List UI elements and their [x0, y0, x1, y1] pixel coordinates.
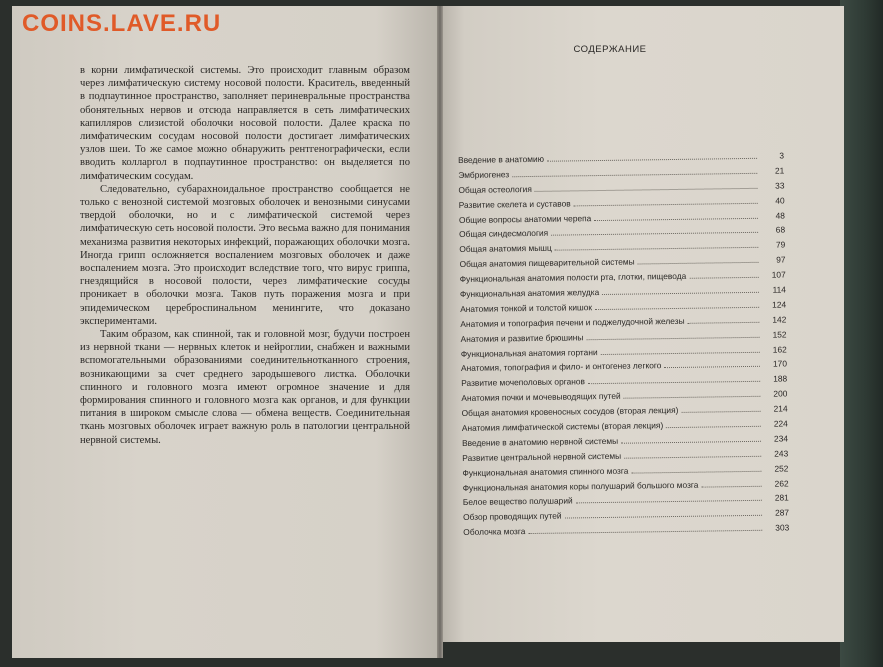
toc-item-title: Анатомия, топография и фило- и онтогенез легкого — [460, 360, 662, 374]
toc-leader-dots — [624, 450, 761, 459]
toc-item-title: Анатомия почки и мочевыводящих путей — [461, 391, 621, 404]
toc-leader-dots — [564, 509, 762, 519]
toc-item-title: Функциональная анатомия полости рта, глотки, пищевода — [459, 270, 687, 285]
toc-leader-dots — [595, 301, 759, 310]
toc-item-page: 142 — [772, 314, 787, 325]
toc-item-title: Функциональная анатомия желудка — [459, 287, 600, 300]
toc-item-page: 152 — [772, 329, 787, 340]
toc-item-title: Анатомия и развитие брюшины — [460, 331, 584, 344]
toc-item-page: 281 — [774, 492, 789, 504]
paragraph: Таким образом, как спинной, так и головной мозг, будучи построен из нервной ткани — нервных клеток и нейроглии, снабжен и важными вспомогательными образованиями соединительнотканного строения, возникающими за счет среднего зародышевого листка. Оболочки спинного и головного мозга имеют огромное значение и для формирования спинного и головного мозга как органов, и для функции питания в широком смысле слова — обмена веществ. Соединительная ткань мозговых оболочек играет важную роль в патологии центральной нервной системы. — [80, 329, 410, 446]
toc-item-title: Введение в анатомию — [458, 153, 545, 165]
toc-leader-dots — [528, 524, 762, 534]
toc-leader-dots — [586, 330, 759, 339]
toc-item-title: Белое вещество полушарий — [462, 495, 573, 508]
toc-item-title: Оболочка мозга — [463, 526, 526, 538]
toc-item-page: 243 — [774, 448, 789, 459]
toc-item-title: Функциональная анатомия гортани — [460, 346, 598, 359]
toc-leader-dots — [576, 494, 762, 504]
toc-item-title: Развитие скелета и суставов — [458, 198, 571, 210]
toc-item-page: 79 — [775, 239, 786, 250]
toc-item-page: 252 — [774, 463, 789, 474]
toc-leader-dots — [535, 182, 758, 192]
book-gutter — [437, 6, 443, 658]
toc-leader-dots — [602, 286, 759, 295]
toc-item-title: Общая анатомия кровеносных сосудов (вторая лекция) — [461, 405, 679, 419]
toc-item-page: 162 — [772, 344, 787, 355]
toc-item-title: Анатомия лимфатической системы (вторая лекция) — [461, 420, 664, 434]
toc-leader-dots — [638, 256, 759, 265]
paragraph: в корни лимфатической системы. Это происходит главным образом через лимфатическую систему носовой полости. Краситель, введенный в подпаутинное пространство, заполняет периневральные пространства обонятельных нервов и отсюда направляется в сеть лимфатических капилляров слизистой оболочки носовой полости. Далее краска по лимфатическим сосудам носовой полости достигает лимфатических узлов шеи. То же самое можно обнаружить рентгенографически, если вводить колларгол в подпаутинное пространство: он выделяется по лимфатическим сосудам. — [80, 65, 410, 182]
toc-leader-dots — [689, 271, 759, 279]
toc-item-title: Анатомия тонкой и толстой кишок — [460, 302, 593, 314]
toc-item-page: 234 — [773, 433, 789, 444]
toc-item-page: 97 — [776, 254, 786, 265]
toc-leader-dots — [547, 152, 757, 162]
toc-item-title: Общая остеология — [458, 183, 532, 195]
toc-leader-dots — [688, 316, 760, 324]
toc-item-page: 40 — [775, 195, 785, 206]
toc-item-title: Обзор проводящих путей — [462, 510, 562, 523]
toc-heading: СОДЕРЖАНИЕ — [573, 44, 647, 55]
toc-item-title: Анатомия и топография печени и поджелудочной железы — [460, 315, 685, 329]
toc-item-title: Эмбриогенез — [458, 169, 510, 180]
toc-item-page: 68 — [775, 224, 786, 236]
toc-leader-dots — [624, 390, 761, 399]
toc-item-page: 214 — [773, 403, 788, 414]
toc-item-page: 224 — [773, 418, 788, 429]
toc-item-page: 124 — [772, 299, 787, 310]
toc-leader-dots — [664, 360, 760, 368]
watermark: COINS.LAVE.RU — [22, 10, 222, 37]
toc-item-title: Функциональная анатомия коры полушарий большого мозга — [462, 479, 699, 493]
toc-leader-dots — [551, 226, 758, 236]
toc-item-title: Общая анатомия пищеварительной системы — [459, 256, 635, 270]
paragraph: Следовательно, субарахноидальное пространство сообщается не только с венозной системой мозговых оболочек и венозными синусами твердой оболочки, но и с лимфатической системой через лимфатическую сеть носовой полости. Это весьма важно для понимания механизма развития некоторых инфекций, поражающих оболочки мозга. Иногда грипп осложняется воспалением мозговых оболочек и даже воспалением мозга. Это происходит вследствие того, что вирус гриппа, гнездящийся в носовой полости, через лимфатические сосуды проникает в оболочки мозга. Таков путь поражения мозга и при эпидемическом цереброспинальном менингите, что доказано экспериментами. — [80, 183, 410, 327]
toc-item-title: Общие вопросы анатомии черепа — [458, 212, 592, 225]
toc-item-page: 200 — [773, 388, 788, 399]
left-page-text — [80, 64, 410, 447]
toc-leader-dots — [512, 167, 757, 177]
toc-item-page: 170 — [772, 358, 788, 370]
toc-item-title: Развитие центральной нервной системы — [462, 450, 622, 463]
toc-leader-dots — [631, 464, 761, 473]
toc-item-page: 21 — [774, 165, 785, 176]
toc-item-page: 188 — [773, 373, 788, 384]
toc-item-page: 33 — [775, 180, 785, 191]
toc-item-page: 48 — [775, 210, 785, 221]
toc-item-title: Развитие мочеполовых органов — [461, 376, 586, 389]
toc-leader-dots — [681, 405, 760, 413]
toc-item-page: 3 — [779, 150, 785, 161]
toc-item-page: 303 — [775, 522, 790, 533]
table-of-contents — [458, 150, 789, 542]
toc-leader-dots — [666, 420, 761, 428]
toc-item-title: Общая синдесмология — [459, 228, 549, 240]
book-cover-edge — [840, 0, 883, 667]
toc-item-title: Введение в анатомию нервной системы — [461, 435, 619, 448]
toc-item-page: 262 — [774, 478, 789, 489]
toc-item-page: 114 — [772, 284, 786, 295]
toc-leader-dots — [574, 196, 758, 206]
toc-leader-dots — [588, 375, 760, 384]
toc-leader-dots — [555, 241, 759, 251]
toc-item-page: 107 — [771, 269, 786, 280]
toc-item-title: Функциональная анатомия спинного мозга — [462, 465, 629, 478]
toc-item-title: Общая анатомия мышц — [459, 243, 552, 255]
toc-leader-dots — [594, 211, 758, 220]
toc-leader-dots — [621, 435, 761, 444]
toc-leader-dots — [601, 345, 760, 354]
toc-item-page: 287 — [774, 507, 790, 518]
toc-leader-dots — [701, 479, 761, 487]
